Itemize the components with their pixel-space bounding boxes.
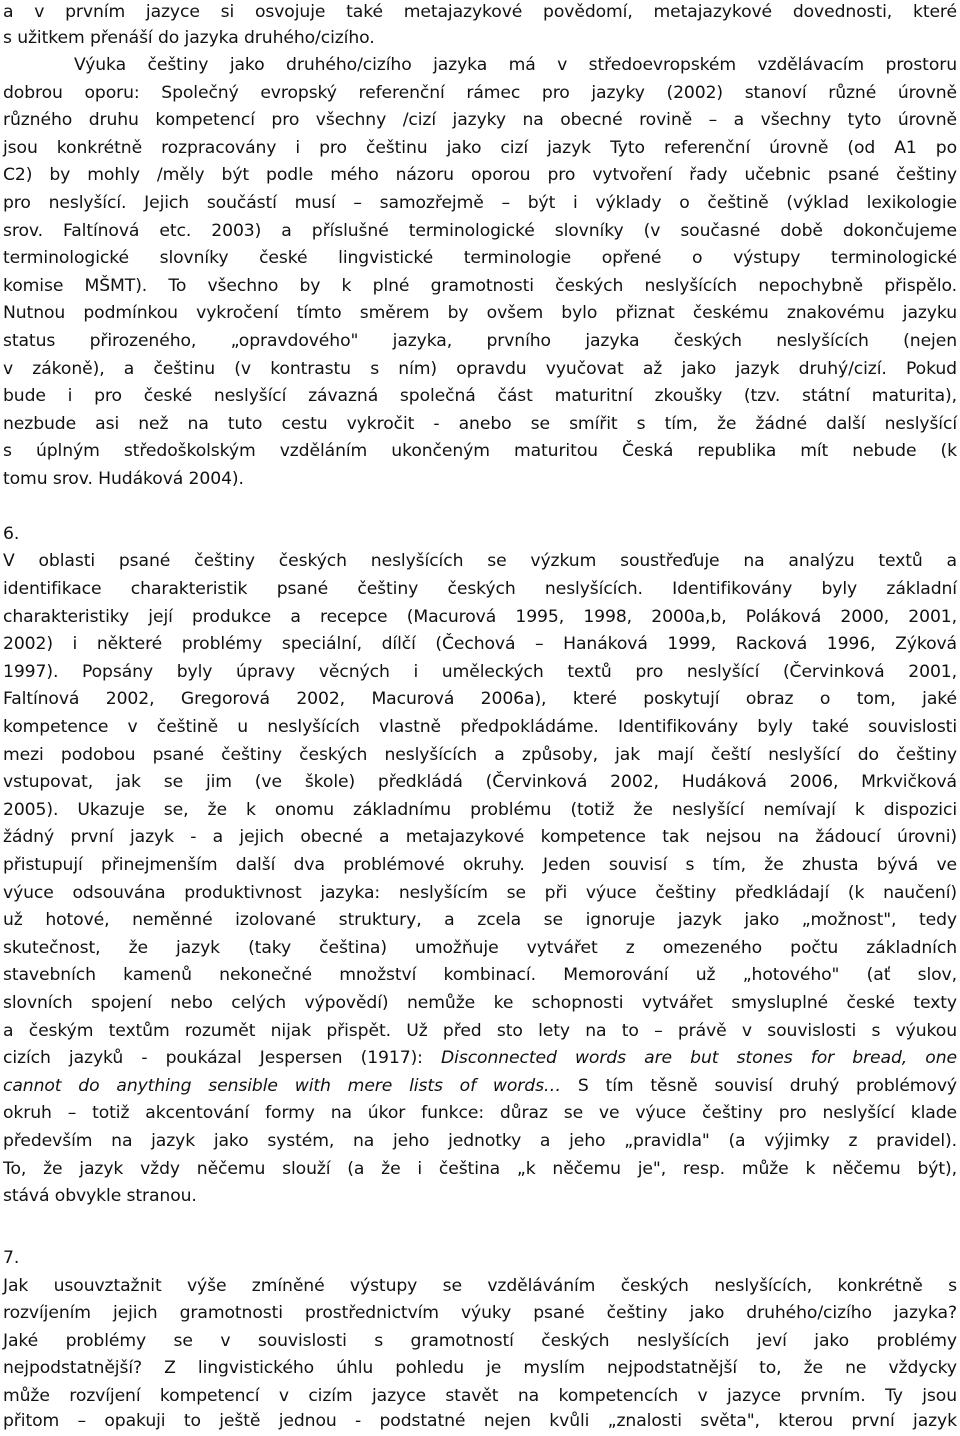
paragraph-line: okruh – totiž akcentování formy na úkor funkce: důraz se ve výuce češtiny pro neslyšící klade [3, 1103, 957, 1123]
paragraph-line: stavebních kamenů nekonečné množství kombinací. Memorování už „hotového" (ať slov, [3, 965, 957, 985]
paragraph-line: a českým textům rozumět nijak přispět. Už před sto lety na to – právě v souvislosti s výukou [3, 1021, 957, 1041]
quote-prefix: cizích jazyků - poukázal Jespersen (1917): [3, 1048, 442, 1068]
paragraph-line: bude i pro české neslyšící závazná společná část maturitní zkoušky (tzv. státní maturita), [3, 386, 957, 406]
paragraph-line: žádný první jazyk - a jejich obecné a metajazykové kompetence tak nejsou na žádoucí úrovni) [3, 827, 957, 847]
quote-line [3, 1073, 957, 1100]
paragraph-line: přitom – opakuji to ještě jednou - podstatné nejen kvůli „znalosti světa", kterou první jazyk [3, 1411, 957, 1431]
paragraph-line: a v prvním jazyce si osvojuje také metajazykové povědomí, metajazykové dovednosti, které [3, 2, 957, 22]
paragraph-line: výuce odsouvána produktivnost jazyka: neslyšícím se při výuce češtiny předkládají (k naučení) [3, 883, 957, 903]
paragraph-line: s úplným středoškolským vzděláním ukončeným maturitou Česká republika mít nebude (k [3, 441, 957, 461]
paragraph-line: V oblasti psané češtiny českých neslyšících se výzkum soustřeďuje na analýzu textů a [3, 551, 957, 571]
paragraph-line: Nutnou podmínkou vykročení tímto směrem by ovšem bylo přiznat českému znakovému jazyku [3, 303, 957, 323]
paragraph-line: tomu srov. Hudáková 2004). [3, 469, 244, 489]
paragraph-line: Výuka češtiny jako druhého/cizího jazyka má v středoevropském vzdělávacím prostoru [74, 55, 957, 75]
paragraph-line: 2002) i některé problémy speciální, dílčí (Čechová – Hanáková 1999, Racková 1996, Zýková [3, 634, 957, 654]
paragraph-line: v zákoně), a češtinu (v kontrastu s ním) opravdu vyučovat až jako jazyk druhý/cizí. Pokud [3, 359, 957, 379]
paragraph-line: jsou konkrétně rozpracovány i pro češtinu jako cizí jazyk Tyto referenční úrovně (od A1 po [3, 138, 957, 158]
quote-suffix: S tím těsně souvisí druhý problémový [561, 1076, 957, 1096]
paragraph-line: především na jazyk jako systém, na jeho jednotky a jeho „pravidla" (a výjimky z pravidel). [3, 1131, 957, 1151]
paragraph-line: rozvíjením jejich gramotnosti prostřednictvím výuky psané češtiny jako druhého/cizího jazyka? [3, 1303, 957, 1323]
paragraph-line: pro neslyšící. Jejich součástí musí – samozřejmě – být i výklady o češtině (výklad lexikologie [3, 193, 957, 213]
paragraph-line: terminologické slovníky české lingvistické terminologie opřené o výstupy terminologické [3, 248, 957, 268]
paragraph-line: nejpodstatnější? Z lingvistického úhlu pohledu je myslím nejpodstatnější to, že ne vždycky [3, 1358, 957, 1378]
paragraph-line: charakteristiky její produkce a recepce (Macurová 1995, 1998, 2000a,b, Poláková 2000, 2001, [3, 607, 957, 627]
paragraph-line: status přirozeného, „opravdového" jazyka, prvního jazyka českých neslyšících (nejen [3, 331, 957, 351]
paragraph-line: vstupovat, jak se jim (ve škole) předkládá (Červinková 2002, Hudáková 2006, Mrkvičková [3, 772, 957, 792]
section-number: 7. [3, 1248, 20, 1268]
paragraph-line: kompetence v češtině u neslyšících vlastně předpokládáme. Identifikovány byly také souvislosti [3, 717, 957, 737]
paragraph-line: nezbude asi než na tuto cestu vykročit - anebo se smířit s tím, že žádné další neslyšící [3, 414, 957, 434]
paragraph-line: skutečnost, že jazyk (taky čeština) umožňuje vytvářet z omezeného počtu základních [3, 938, 957, 958]
paragraph-line: Jaké problémy se v souvislosti s gramotností českých neslyšících jeví jako problémy [3, 1331, 957, 1351]
paragraph-line: identifikace charakteristik psané češtiny českých neslyšících. Identifikovány byly základní [3, 579, 957, 599]
paragraph-line: Faltínová 2002, Gregorová 2002, Macurová 2006a), které poskytují obraz o tom, jaké [3, 689, 957, 709]
paragraph-line: stává obvykle stranou. [3, 1186, 197, 1206]
paragraph-line: srov. Faltínová etc. 2003) a příslušné terminologické slovníky (v současné době dokončujeme [3, 221, 957, 241]
paragraph-line: může rozvíjení kompetencí v cizím jazyce stavět na kompetencích v jazyce prvním. Ty jsou [3, 1386, 957, 1406]
quote-text: Disconnected words are but stones for bread, one [441, 1048, 957, 1068]
paragraph-line: To, že jazyk vždy něčemu slouží (a že i čeština „k něčemu je", resp. může k něčemu být), [3, 1159, 957, 1179]
paragraph-line: mezi podobou psané češtiny českých neslyšících a způsoby, jak mají čeští neslyšící do češtiny [3, 745, 957, 765]
paragraph-line: Jak usouvztažnit výše zmíněné výstupy se vzděláváním českých neslyšících, konkrétně s [3, 1276, 957, 1296]
paragraph-line: už hotové, neměnné izolované struktury, a zcela se ignoruje jazyk jako „možnost", tedy [3, 910, 957, 930]
paragraph-line: 2005). Ukazuje se, že k onomu základnímu problému (totiž že neslyšící nemívají k dispozici [3, 800, 957, 820]
paragraph-line: 1997). Popsány byly úpravy věcných i uměleckých textů pro neslyšící (Červinková 2001, [3, 662, 957, 682]
paragraph-line: různého druhu kompetencí pro všechny /cizí jazyky na obecné rovině – a všechny tyto úrovně [3, 110, 957, 130]
paragraph-line: s užitkem přenáší do jazyka druhého/cizího. [3, 28, 375, 48]
paragraph-line: slovních spojení nebo celých výpovědí) nemůže ke schopnosti vytvářet smysluplné české texty [3, 993, 957, 1013]
paragraph-line: přistupují přinejmenším další dva problémové okruhy. Jeden souvisí s tím, že zhusta bývá ve [3, 855, 957, 875]
quote-text: cannot do anything sensible with mere lists of words… [3, 1076, 562, 1096]
quote-line [3, 1045, 957, 1072]
section-number: 6. [3, 524, 20, 544]
paragraph-line: C2) by mohly /měly být podle mého názoru oporou pro vytvoření řady učebnic psané češtiny [3, 165, 957, 185]
paragraph-line: dobrou oporu: Společný evropský referenční rámec pro jazyky (2002) stanoví různé úrovně [3, 83, 957, 103]
paragraph-line: komise MŠMT). To všechno by k plné gramotnosti českých neslyšících nepochybně přispělo. [3, 276, 957, 296]
